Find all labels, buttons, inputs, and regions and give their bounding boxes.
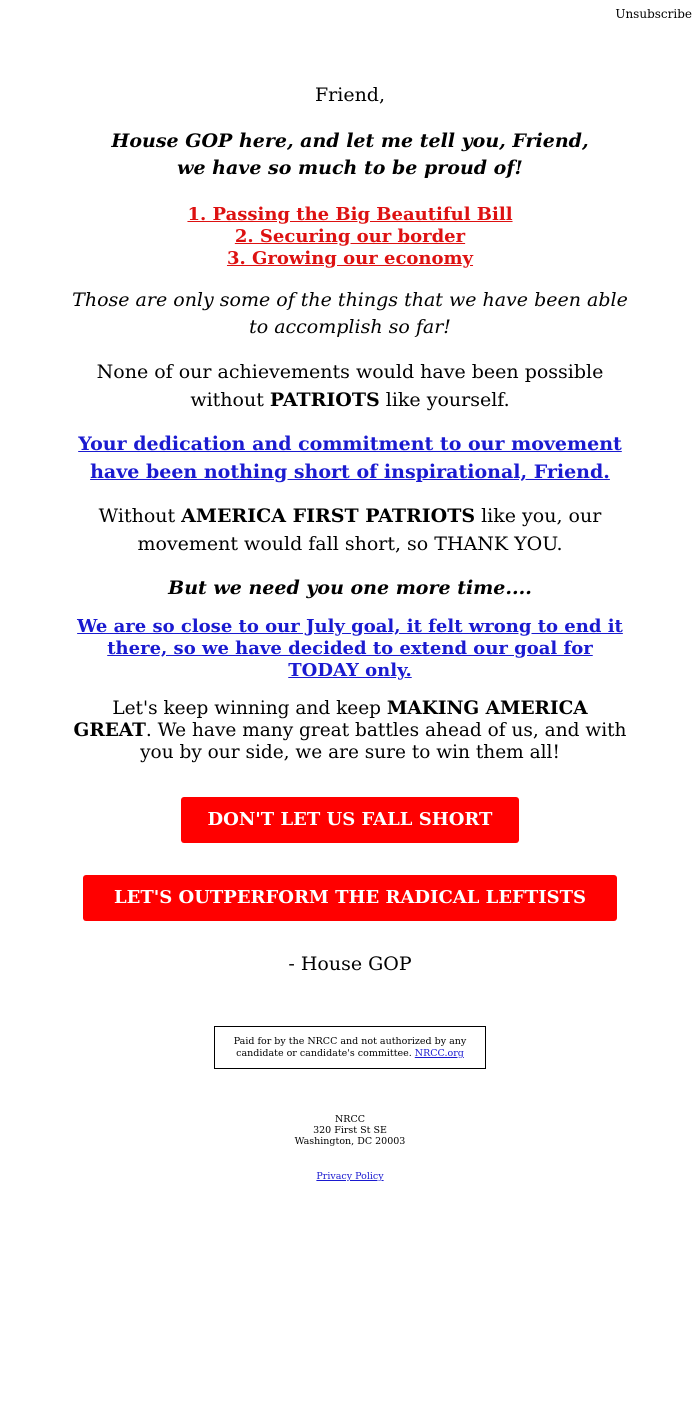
america-first-bold: AMERICA FIRST PATRIOTS (181, 505, 476, 527)
without-before: Without (98, 505, 182, 527)
goal-link[interactable]: We are so close to our July goal, it felt wrong to end it there, so we have decided to extend our goal for TODAY only. (77, 616, 623, 681)
achievements-list (70, 204, 630, 270)
none-possible-before: None of our achievements would have been possible without (96, 361, 604, 411)
need-you-text: But we need you one more time.... (168, 577, 532, 599)
nrcc-org-link[interactable]: NRCC.org (414, 1048, 464, 1059)
signature: - House GOP (288, 953, 412, 975)
intro-text (70, 128, 630, 182)
dedication-link[interactable]: Your dedication and commitment to our movement have been nothing short of inspirational, Friend. (78, 433, 622, 483)
none-possible-after: like yourself. (379, 389, 510, 411)
address-city: Washington, DC 20003 (294, 1136, 406, 1147)
address-street: 320 First St SE (313, 1125, 387, 1136)
none-possible-text (70, 358, 630, 414)
keep-winning-text (70, 698, 630, 764)
unsubscribe-link[interactable]: Unsubscribe (615, 7, 692, 21)
without-after: like you, our movement would fall short, so THANK YOU. (137, 505, 602, 555)
address-org: NRCC (334, 1114, 365, 1125)
privacy-policy-link[interactable]: Privacy Policy (316, 1171, 384, 1182)
intro-line-1: House GOP here, and let me tell you, Friend, (111, 130, 589, 152)
making-america-great-bold: MAKING AMERICA GREAT (73, 698, 588, 741)
without-text (70, 502, 630, 558)
email-body (70, 0, 630, 1182)
intro-line-2: we have so much to be proud of! (177, 157, 523, 179)
goal-paragraph (70, 616, 630, 682)
privacy-section (70, 1171, 630, 1182)
keep-winning-after: . We have many great battles ahead of us, and with you by our side, we are sure to win them all! (140, 720, 627, 763)
outperform-leftists-button[interactable]: LET'S OUTPERFORM THE RADICAL LEFTISTS (83, 875, 617, 921)
achievement-link-1[interactable]: 1. Passing the Big Beautiful Bill (187, 204, 513, 225)
disclaimer-text: Paid for by the NRCC and not authorized by any candidate or candidate's committee. (233, 1036, 467, 1059)
mailing-address (70, 1114, 630, 1147)
achievement-link-2[interactable]: 2. Securing our border (234, 226, 466, 247)
greeting: Friend, (314, 84, 386, 106)
paid-for-disclaimer (214, 1026, 486, 1069)
patriots-bold: PATRIOTS (269, 389, 380, 411)
achievement-link-3[interactable]: 3. Growing our economy (226, 248, 474, 269)
only-some-text: Those are only some of the things that we have been able to accomplish so far! (72, 289, 628, 338)
dont-let-us-fall-short-button[interactable]: DON'T LET US FALL SHORT (181, 797, 519, 843)
keep-winning-before: Let's keep winning and keep (112, 698, 387, 719)
dedication-paragraph (70, 430, 630, 486)
